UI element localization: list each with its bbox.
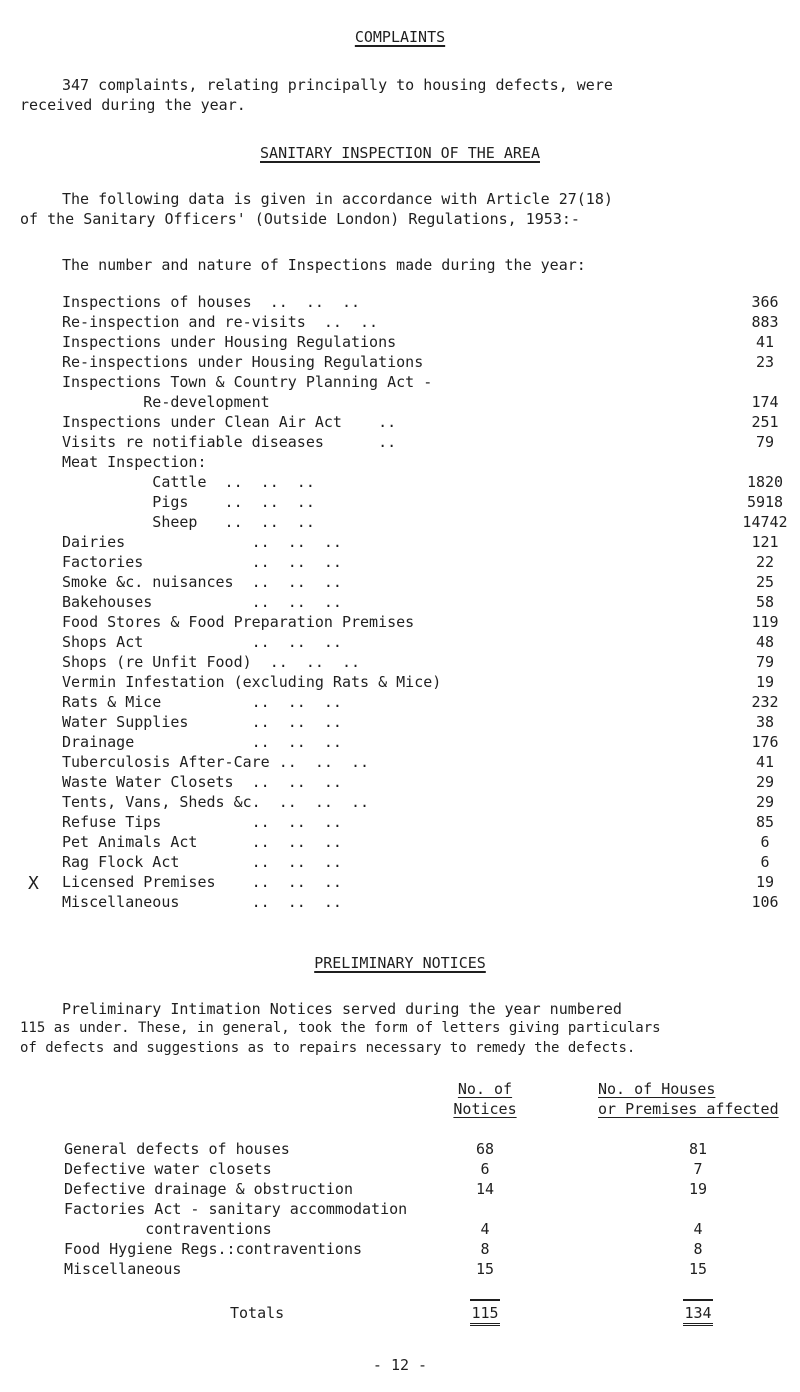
inspection-row (0, 533, 800, 553)
inspection-row (0, 893, 800, 913)
notice-row (0, 1180, 800, 1200)
premises-count: 8 (693, 1240, 703, 1258)
inspection-row (0, 553, 800, 573)
inspection-intro: The number and nature of Inspections made during the year: (62, 256, 586, 274)
premises-column-header: No. of Houses (598, 1080, 716, 1098)
inspection-label: Factories .. .. .. (62, 553, 342, 571)
totals-notices: 115 (470, 1304, 500, 1326)
notice-label: Miscellaneous (64, 1260, 182, 1278)
inspection-row (0, 313, 800, 333)
inspection-value: 106 (751, 893, 779, 911)
inspection-value: 19 (755, 673, 775, 691)
inspection-value: 883 (751, 313, 779, 331)
inspection-label: Pigs .. .. .. (62, 493, 315, 511)
totals-rule (470, 1299, 500, 1301)
preliminary-text-line-3: of defects and suggestions as to repairs necessary to remedy the defects. (20, 1040, 636, 1056)
notice-label: Factories Act - sanitary accommodation (64, 1200, 408, 1218)
inspection-value: 6 (760, 833, 770, 851)
notice-label: contraventions (64, 1220, 272, 1238)
inspection-value: 174 (751, 393, 779, 411)
preliminary-heading: PRELIMINARY NOTICES (314, 954, 486, 972)
inspection-text-line-2: of the Sanitary Officers' (Outside London) Regulations, 1953:- (20, 210, 580, 228)
inspection-label: Water Supplies .. .. .. (62, 713, 342, 731)
inspection-value: 41 (755, 333, 775, 351)
inspection-label: Shops Act .. .. .. (62, 633, 342, 651)
notice-count: 6 (480, 1160, 490, 1178)
inspection-label: Inspections of houses .. .. .. (62, 293, 361, 311)
inspection-value: 41 (755, 753, 775, 771)
notice-row (0, 1200, 800, 1220)
inspection-row (0, 873, 800, 893)
notice-row (0, 1160, 800, 1180)
notice-row (0, 1260, 800, 1280)
notice-label: General defects of houses (64, 1140, 290, 1158)
notice-label: Defective drainage & obstruction (64, 1180, 353, 1198)
totals-label: Totals (230, 1304, 285, 1322)
inspection-label: Visits re notifiable diseases .. (62, 433, 397, 451)
inspection-row (0, 613, 800, 633)
notice-row (0, 1220, 800, 1240)
premises-count: 15 (688, 1260, 708, 1278)
inspection-value: 251 (751, 413, 779, 431)
inspection-value: 5918 (746, 493, 784, 511)
inspection-label: Cattle .. .. .. (62, 473, 315, 491)
inspection-value: 176 (751, 733, 779, 751)
notice-count: 4 (480, 1220, 490, 1238)
notice-row (0, 1140, 800, 1160)
inspection-row (0, 773, 800, 793)
inspection-label: Shops (re Unfit Food) .. .. .. (62, 653, 361, 671)
inspection-value: 19 (755, 873, 775, 891)
inspection-label: Re-inspection and re-visits .. .. (62, 313, 379, 331)
inspection-row (0, 333, 800, 353)
inspection-row (0, 833, 800, 853)
inspection-label: Rag Flock Act .. .. .. (62, 853, 342, 871)
inspection-value: 6 (760, 853, 770, 871)
premises-count: 7 (693, 1160, 703, 1178)
notice-label: Food Hygiene Regs.:contraventions (64, 1240, 363, 1258)
inspection-value: 79 (755, 653, 775, 671)
inspection-row (0, 393, 800, 413)
inspection-value: 58 (755, 593, 775, 611)
totals-premises: 134 (683, 1304, 713, 1326)
preliminary-text-line-2: 115 as under. These, in general, took the form of letters giving particulars (20, 1020, 661, 1036)
inspection-row (0, 513, 800, 533)
notice-count: 15 (475, 1260, 495, 1278)
totals-rule (683, 1299, 713, 1301)
inspection-label: Meat Inspection: (62, 453, 207, 471)
inspection-value: 23 (755, 353, 775, 371)
inspection-label: Waste Water Closets .. .. .. (62, 773, 342, 791)
inspection-row (0, 453, 800, 473)
inspection-label: Pet Animals Act .. .. .. (62, 833, 342, 851)
inspection-label: Bakehouses .. .. .. (62, 593, 342, 611)
inspection-label: Inspections under Clean Air Act .. (62, 413, 397, 431)
notice-count: 14 (475, 1180, 495, 1198)
inspection-value: 22 (755, 553, 775, 571)
complaints-text-line-1: 347 complaints, relating principally to housing defects, were (62, 76, 613, 94)
premises-count: 19 (688, 1180, 708, 1198)
inspection-label: Re-inspections under Housing Regulations (62, 353, 424, 371)
inspection-value: 232 (751, 693, 779, 711)
inspection-value: 121 (751, 533, 779, 551)
inspection-row (0, 573, 800, 593)
notice-row (0, 1240, 800, 1260)
inspection-label: Licensed Premises .. .. .. (62, 873, 342, 891)
totals-row (0, 1304, 800, 1324)
inspection-label: Sheep .. .. .. (62, 513, 315, 531)
inspection-row (0, 853, 800, 873)
notice-count: 68 (475, 1140, 495, 1158)
inspection-value: 366 (751, 293, 779, 311)
inspection-row (0, 433, 800, 453)
inspection-label: Dairies .. .. .. (62, 533, 342, 551)
inspection-row (0, 713, 800, 733)
inspection-label: Refuse Tips .. .. .. (62, 813, 342, 831)
notice-count: 8 (480, 1240, 490, 1258)
inspection-value: 79 (755, 433, 775, 451)
inspection-value: 119 (751, 613, 779, 631)
inspection-label: Food Stores & Food Preparation Premises (62, 613, 415, 631)
inspection-value: 38 (755, 713, 775, 731)
inspection-row (0, 813, 800, 833)
inspection-row (0, 293, 800, 313)
premises-count: 81 (688, 1140, 708, 1158)
inspection-label: Smoke &c. nuisances .. .. .. (62, 573, 342, 591)
inspection-row (0, 693, 800, 713)
inspection-value: 29 (755, 773, 775, 791)
inspection-label: Rats & Mice .. .. .. (62, 693, 342, 711)
inspection-value: 1820 (746, 473, 784, 491)
premises-count: 4 (693, 1220, 703, 1238)
inspection-label: Drainage .. .. .. (62, 733, 342, 751)
inspection-row (0, 413, 800, 433)
inspection-row (0, 473, 800, 493)
inspection-text-line-1: The following data is given in accordance with Article 27(18) (62, 190, 613, 208)
inspection-row (0, 593, 800, 613)
notice-label: Defective water closets (64, 1160, 272, 1178)
notices-column-header: No. of (457, 1080, 513, 1098)
inspection-row (0, 793, 800, 813)
inspection-row (0, 653, 800, 673)
inspection-label: Re-development (62, 393, 270, 411)
inspection-label: Vermin Infestation (excluding Rats & Mice) (62, 673, 442, 691)
inspection-label: Tents, Vans, Sheds &c. .. .. .. (62, 793, 370, 811)
inspection-value: 29 (755, 793, 775, 811)
inspection-label: Inspections Town & Country Planning Act - (62, 373, 433, 391)
inspection-heading: SANITARY INSPECTION OF THE AREA (260, 144, 540, 162)
inspection-value: 85 (755, 813, 775, 831)
inspection-label: Tuberculosis After-Care .. .. .. (62, 753, 370, 771)
inspection-row (0, 493, 800, 513)
notices-column-header: Notices (453, 1100, 517, 1118)
inspection-label: Miscellaneous .. .. .. (62, 893, 342, 911)
margin-x-mark: X (28, 873, 39, 894)
preliminary-text-line-1: Preliminary Intimation Notices served during the year numbered (62, 1000, 622, 1018)
inspection-row (0, 353, 800, 373)
complaints-heading: COMPLAINTS (354, 28, 446, 46)
inspection-row (0, 373, 800, 393)
complaints-text-line-2: received during the year. (20, 96, 246, 114)
inspection-value: 14742 (742, 513, 788, 531)
inspection-value: 48 (755, 633, 775, 651)
inspection-row (0, 753, 800, 773)
premises-column-header: or Premises affected (598, 1100, 779, 1118)
page-number: - 12 - (372, 1356, 428, 1374)
inspection-value: 25 (755, 573, 775, 591)
inspection-row (0, 673, 800, 693)
inspection-row (0, 733, 800, 753)
inspection-row (0, 633, 800, 653)
inspection-label: Inspections under Housing Regulations (62, 333, 397, 351)
